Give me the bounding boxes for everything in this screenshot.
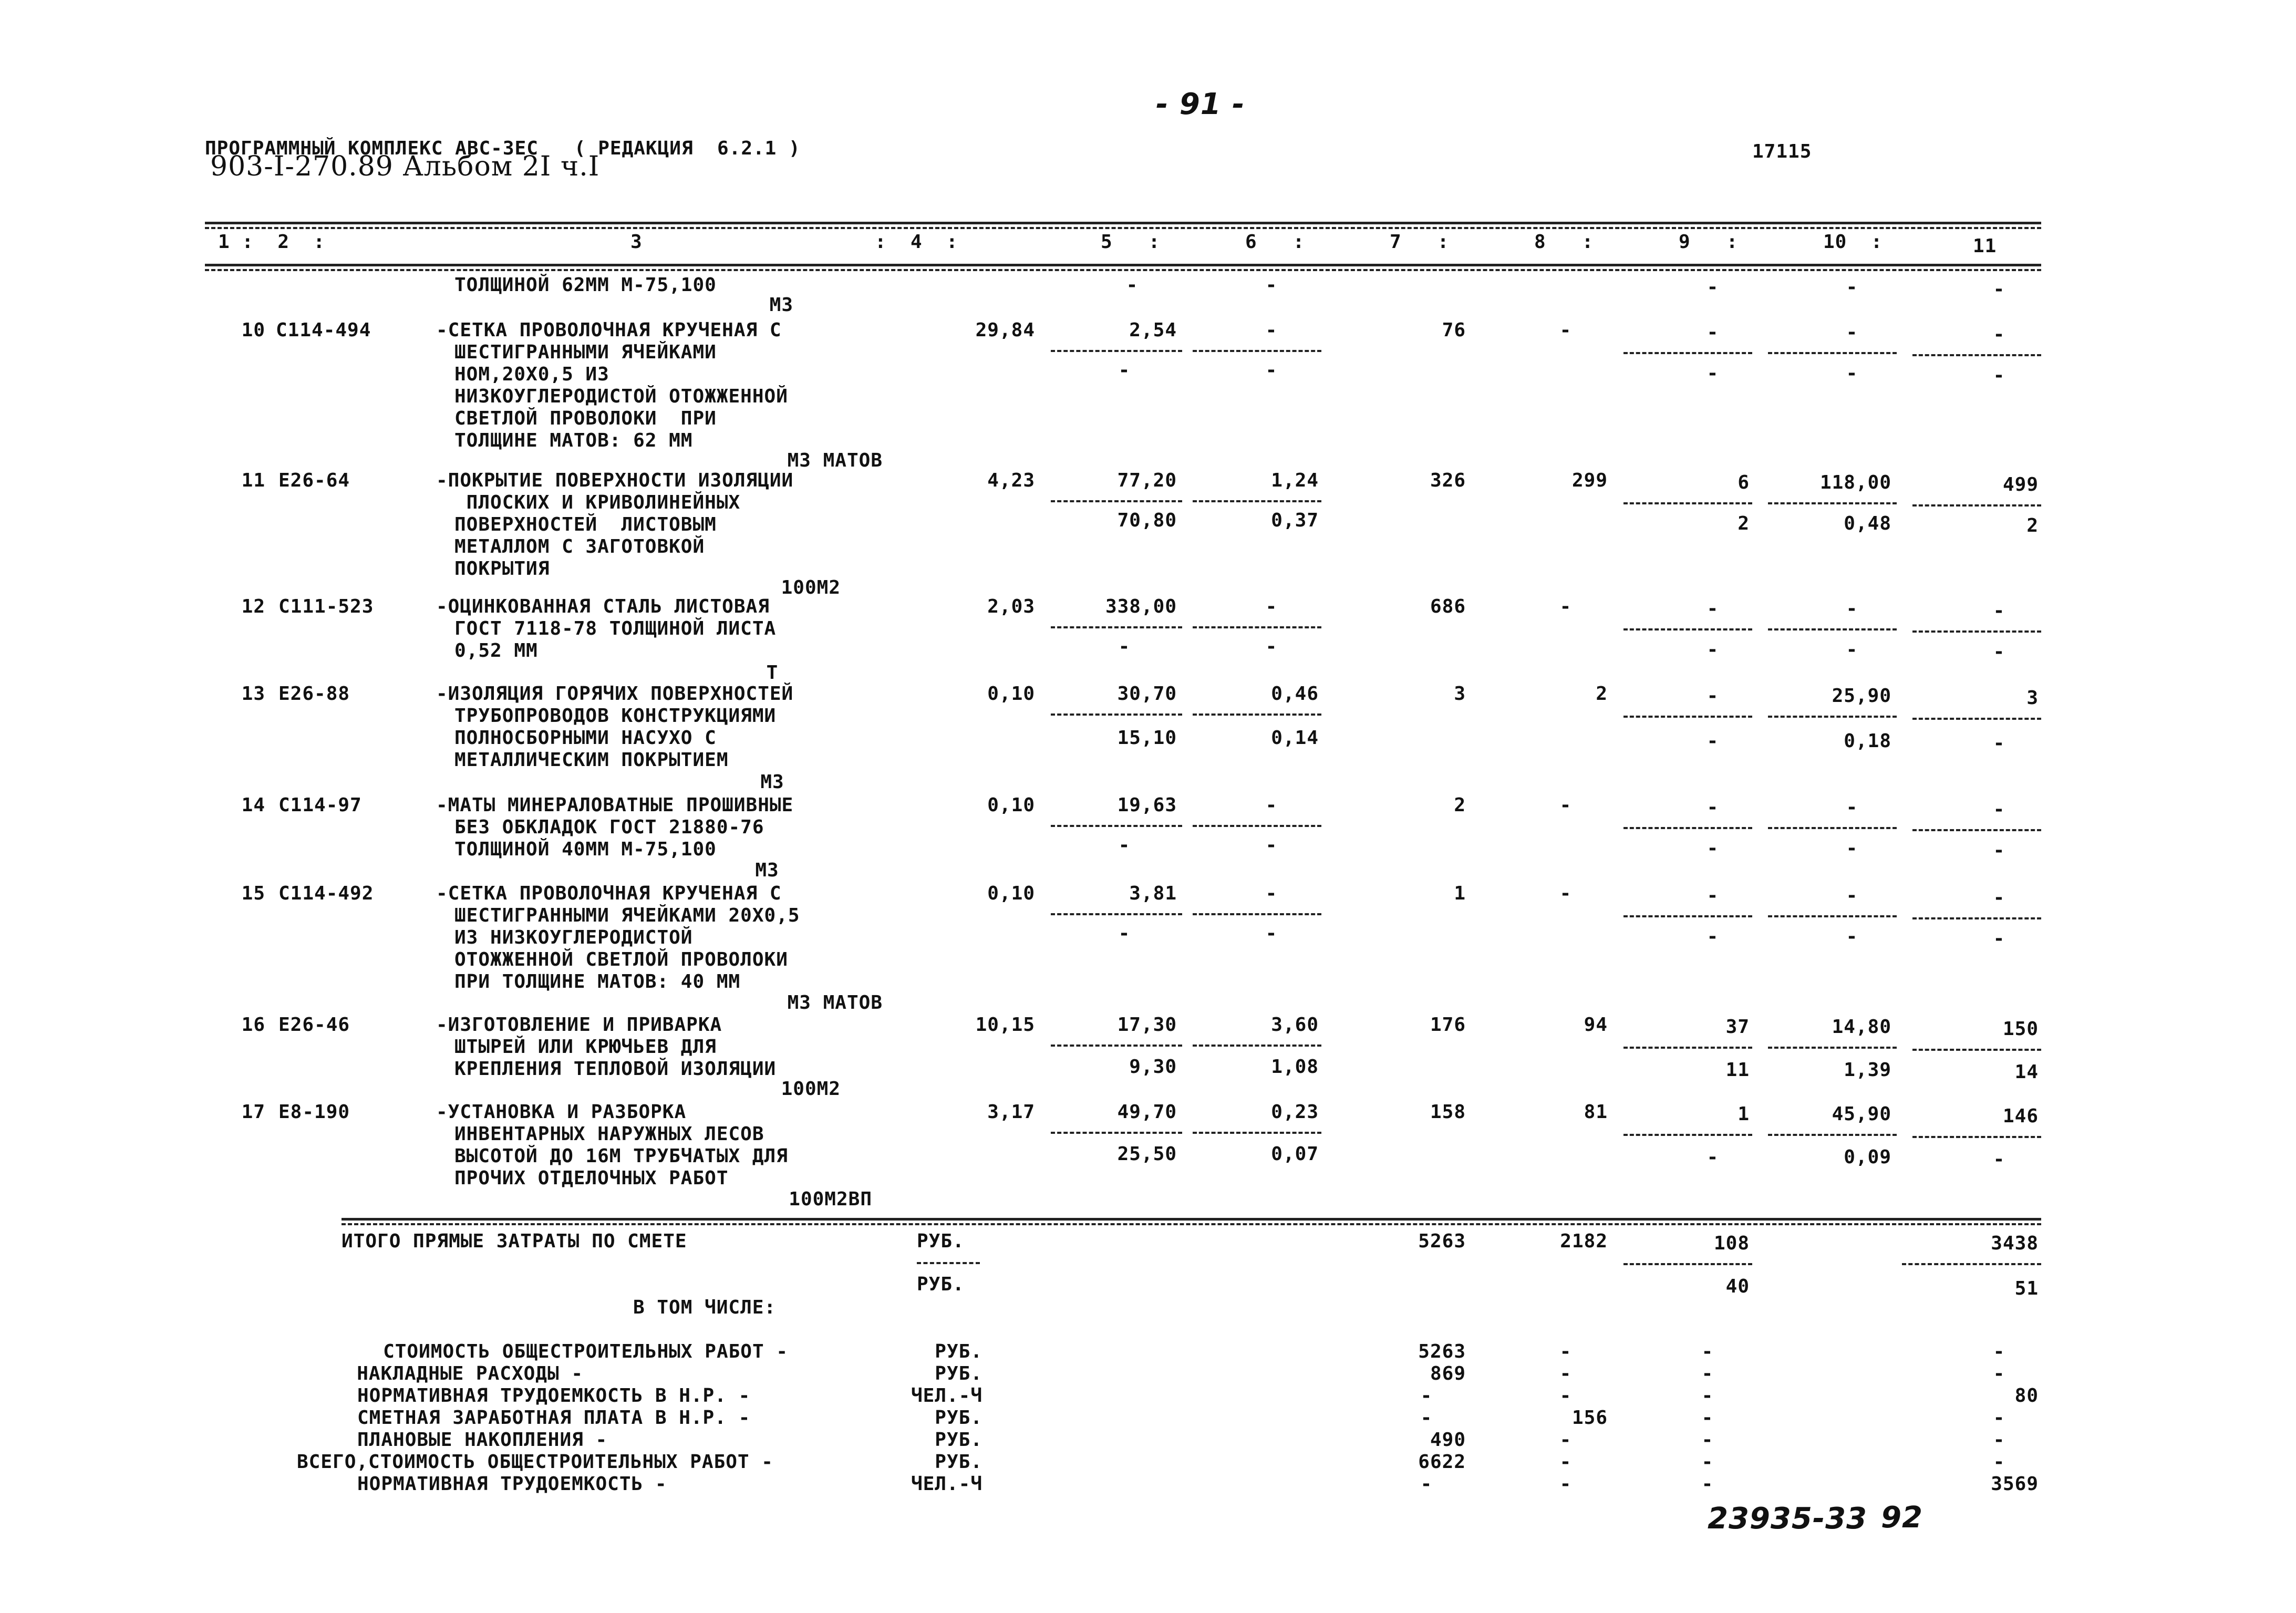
row-1-col10-rule xyxy=(1768,352,1897,354)
row-3-col9-rule xyxy=(1623,628,1752,630)
row-5-col11a: - xyxy=(1993,799,2005,820)
row-7-col11b: 14 xyxy=(2014,1061,2039,1083)
row-2-col9a: 6 xyxy=(1737,472,1750,493)
row-5-col10a: - xyxy=(1846,797,1858,818)
row-1-col9a: - xyxy=(1707,322,1719,343)
row-0-col9: - xyxy=(1707,276,1719,298)
row-1-desc-2: НОМ,20Х0,5 ИЗ xyxy=(454,364,609,385)
col-header-10: 10 : xyxy=(1823,231,1883,253)
row-3-col6b: - xyxy=(1265,636,1278,657)
row-6-col11b: - xyxy=(1993,928,2005,949)
row-8-col9-rule xyxy=(1623,1134,1752,1136)
summary-0-col8: - xyxy=(1559,1341,1572,1362)
row-7-desc-2: КРЕПЛЕНИЯ ТЕПЛОВОЙ ИЗОЛЯЦИИ xyxy=(454,1058,777,1080)
row-3-col6a: - xyxy=(1265,596,1278,617)
row-4-desc-1: ТРУБОПРОВОДОВ КОНСТРУКЦИЯМИ xyxy=(454,705,777,727)
row-1-col6a: - xyxy=(1265,319,1278,341)
row-6-col10a: - xyxy=(1846,885,1858,906)
row-7-col5b: 9,30 xyxy=(1129,1056,1177,1078)
row-3-desc-2: 0,52 ММ xyxy=(454,640,538,661)
row-5-desc-0: -МАТЫ МИНЕРАЛОВАТНЫЕ ПРОШИВНЫЕ xyxy=(436,794,794,816)
summary-5-label: ВСЕГО,СТОИМОСТЬ ОБЩЕСТРОИТЕЛЬНЫХ РАБОТ - xyxy=(297,1451,773,1473)
col-header-3: 3 xyxy=(630,231,643,253)
col-header-6: 6 : xyxy=(1245,231,1305,253)
row-6-col11-rule xyxy=(1912,917,2041,919)
row-8-col6-rule xyxy=(1193,1132,1321,1134)
row-8-col8: 81 xyxy=(1584,1101,1608,1123)
row-7-col9b: 11 xyxy=(1725,1059,1750,1081)
row-4-col9a: - xyxy=(1707,685,1719,707)
row-5-number: 14 xyxy=(241,794,265,816)
summary-4-col7: 490 xyxy=(1430,1429,1466,1451)
row-2-number: 11 xyxy=(241,470,265,491)
summary-6-col11: 3569 xyxy=(1991,1473,2039,1495)
row-1-col5a: 2,54 xyxy=(1129,319,1177,341)
col-header-9: 9 : xyxy=(1679,231,1739,253)
totals-col9a: 108 xyxy=(1713,1233,1750,1254)
row-6-col5a: 3,81 xyxy=(1129,883,1177,904)
summary-6-col9: - xyxy=(1701,1473,1714,1495)
summary-0-label: СТОИМОСТЬ ОБЩЕСТРОИТЕЛЬНЫХ РАБОТ - xyxy=(383,1341,788,1362)
row-1-col6b: - xyxy=(1265,359,1278,381)
row-4-col10b: 0,18 xyxy=(1844,730,1891,752)
header-top-rule xyxy=(205,222,2041,224)
row-7-col5-rule xyxy=(1051,1045,1182,1047)
summary-2-col9: - xyxy=(1701,1385,1714,1407)
row-5-desc-2: ТОЛЩИНОЙ 40ММ М-75,100 xyxy=(454,839,717,860)
row-1-unit: М3 МАТОВ xyxy=(787,450,883,471)
row-6-desc-3: ОТОЖЖЕННОЙ СВЕТЛОЙ ПРОВОЛОКИ xyxy=(454,949,788,970)
row-6-col9a: - xyxy=(1707,885,1719,906)
row-2-desc-3: МЕТАЛЛОМ С ЗАГОТОВКОЙ xyxy=(454,536,705,557)
totals-col11b: 51 xyxy=(2014,1278,2039,1299)
row-8-col10b: 0,09 xyxy=(1844,1146,1891,1168)
row-6-col6a: - xyxy=(1265,883,1278,904)
row-8-col5-rule xyxy=(1051,1132,1182,1134)
row-1-col9-rule xyxy=(1623,352,1752,354)
row-7-desc-0: -ИЗГОТОВЛЕНИЕ И ПРИВАРКА xyxy=(436,1014,722,1036)
row-7-col6b: 1,08 xyxy=(1271,1056,1319,1078)
row-8-desc-0: -УСТАНОВКА И РАЗБОРКА xyxy=(436,1101,687,1123)
row-3-col9a: - xyxy=(1707,598,1719,619)
row-0-desc-0: ТОЛЩИНОЙ 62ММ М-75,100 xyxy=(454,274,717,296)
summary-3-col8: 156 xyxy=(1571,1407,1608,1429)
summary-2-unit: ЧЕЛ.-Ч xyxy=(911,1385,982,1407)
summary-2-col11: 80 xyxy=(2014,1385,2039,1407)
row-5-code: С114-97 xyxy=(278,794,362,816)
row-7-col7: 176 xyxy=(1430,1014,1466,1036)
row-6-code: С114-492 xyxy=(278,883,374,904)
row-7-col8: 94 xyxy=(1584,1014,1608,1036)
summary-0-col7: 5263 xyxy=(1418,1341,1466,1362)
row-8-col5a: 49,70 xyxy=(1117,1101,1177,1123)
row-5-desc-1: БЕЗ ОБКЛАДОК ГОСТ 21880-76 xyxy=(454,816,764,838)
totals-unit-rule xyxy=(917,1262,980,1264)
row-3-col5-rule xyxy=(1051,626,1182,628)
row-1-desc-5: ТОЛЩИНЕ МАТОВ: 62 ММ xyxy=(454,430,693,451)
row-7-col9-rule xyxy=(1623,1047,1752,1049)
row-8-col11a: 146 xyxy=(2002,1105,2039,1127)
summary-3-col11: - xyxy=(1993,1407,2005,1429)
row-2-col11-rule xyxy=(1912,504,2041,506)
header-top-rule-2 xyxy=(205,227,2041,229)
row-2-desc-2: ПОВЕРХНОСТЕЙ ЛИСТОВЫМ xyxy=(454,514,717,535)
row-7-col10a: 14,80 xyxy=(1832,1016,1891,1038)
row-2-col4: 4,23 xyxy=(987,470,1035,491)
row-3-col6-rule xyxy=(1193,626,1321,628)
summary-5-col8: - xyxy=(1559,1451,1572,1473)
row-1-col11-rule xyxy=(1912,354,2041,356)
row-6-col11a: - xyxy=(1993,887,2005,908)
row-5-col7: 2 xyxy=(1454,794,1466,816)
row-5-col5-rule xyxy=(1051,825,1182,827)
row-0-unit: М3 xyxy=(769,294,793,316)
row-4-code: Е26-88 xyxy=(278,683,350,705)
summary-0-unit: РУБ. xyxy=(935,1341,982,1362)
row-4-desc-3: МЕТАЛЛИЧЕСКИМ ПОКРЫТИЕМ xyxy=(454,749,729,771)
summary-4-col8: - xyxy=(1559,1429,1572,1451)
summary-2-col8: - xyxy=(1559,1385,1572,1407)
summary-6-col8: - xyxy=(1559,1473,1572,1495)
row-8-col7: 158 xyxy=(1430,1101,1466,1123)
row-1-col11b: - xyxy=(1993,365,2005,386)
summary-4-label: ПЛАНОВЫЕ НАКОПЛЕНИЯ - xyxy=(357,1429,608,1451)
summary-6-unit: ЧЕЛ.-Ч xyxy=(911,1473,982,1495)
row-4-col7: 3 xyxy=(1454,683,1466,705)
row-7-unit: 100М2 xyxy=(781,1078,841,1100)
row-3-col10b: - xyxy=(1846,639,1858,660)
row-5-col11b: - xyxy=(1993,840,2005,861)
row-6-desc-0: -СЕТКА ПРОВОЛОЧНАЯ КРУЧЕНАЯ С xyxy=(436,883,782,904)
summary-2-label: НОРМАТИВНАЯ ТРУДОЕМКОСТЬ В Н.Р. - xyxy=(357,1385,751,1407)
row-4-desc-2: ПОЛНОСБОРНЫМИ НАСУХО С xyxy=(454,727,717,749)
row-3-col11a: - xyxy=(1993,600,2005,622)
album-reference: 903-I-270.89 Альбом 2I ч.I xyxy=(210,151,600,182)
row-5-col5a: 19,63 xyxy=(1117,794,1177,816)
row-8-col11b: - xyxy=(1993,1149,2005,1170)
summary-1-col8: - xyxy=(1559,1363,1572,1384)
row-8-desc-1: ИНВЕНТАРНЫХ НАРУЖНЫХ ЛЕСОВ xyxy=(454,1123,764,1145)
row-3-col9b: - xyxy=(1707,639,1719,660)
row-8-col6a: 0,23 xyxy=(1271,1101,1319,1123)
row-5-col4: 0,10 xyxy=(987,794,1035,816)
row-5-col10b: - xyxy=(1846,837,1858,859)
row-6-desc-2: ИЗ НИЗКОУГЛЕРОДИСТОЙ xyxy=(454,927,693,948)
row-5-col6-rule xyxy=(1193,825,1321,827)
row-8-col10-rule xyxy=(1768,1134,1897,1136)
row-5-col9-rule xyxy=(1623,827,1752,829)
row-6-col6b: - xyxy=(1265,923,1278,944)
row-1-col10b: - xyxy=(1846,363,1858,384)
row-1-desc-4: СВЕТЛОЙ ПРОВОЛОКИ ПРИ xyxy=(454,408,717,429)
row-8-col4: 3,17 xyxy=(987,1101,1035,1123)
row-2-col6-rule xyxy=(1193,500,1321,502)
row-6-col10b: - xyxy=(1846,926,1858,947)
row-3-col11-rule xyxy=(1912,630,2041,633)
totals-col11-rule xyxy=(1902,1263,2041,1265)
totals-col8: 2182 xyxy=(1560,1231,1608,1252)
row-6-col10-rule xyxy=(1768,915,1897,917)
totals-including-label: В ТОМ ЧИСЛЕ: xyxy=(633,1297,777,1318)
summary-0-col11: - xyxy=(1993,1341,2005,1362)
row-1-col7: 76 xyxy=(1442,319,1466,341)
totals-col11a: 3438 xyxy=(1991,1233,2039,1254)
row-4-col9-rule xyxy=(1623,716,1752,718)
row-3-code: С111-523 xyxy=(278,596,374,617)
row-3-number: 12 xyxy=(241,596,265,617)
row-2-col10-rule xyxy=(1768,502,1897,504)
row-4-col5a: 30,70 xyxy=(1117,683,1177,705)
row-3-col11b: - xyxy=(1993,641,2005,663)
row-7-col5a: 17,30 xyxy=(1117,1014,1177,1036)
row-4-col4: 0,10 xyxy=(987,683,1035,705)
summary-0-col9: - xyxy=(1701,1341,1714,1362)
totals-col9-rule xyxy=(1623,1263,1752,1265)
row-6-desc-1: ШЕСТИГРАННЫМИ ЯЧЕЙКАМИ 20Х0,5 xyxy=(454,905,800,926)
col-header-1-2: 1 : 2 : xyxy=(218,231,326,253)
row-2-col5b: 70,80 xyxy=(1117,510,1177,531)
col-header-4: : 4 : xyxy=(875,231,958,253)
row-1-col9b: - xyxy=(1707,363,1719,384)
row-6-col9b: - xyxy=(1707,926,1719,947)
summary-1-col11: - xyxy=(1993,1363,2005,1384)
row-0-col11: - xyxy=(1993,278,2005,300)
summary-3-col9: - xyxy=(1701,1407,1714,1429)
row-1-number: 10 xyxy=(241,319,265,341)
row-6-col5b: - xyxy=(1118,923,1131,944)
row-6-col9-rule xyxy=(1623,915,1752,917)
summary-4-col9: - xyxy=(1701,1429,1714,1451)
summary-5-col11: - xyxy=(1993,1451,2005,1473)
row-4-col6a: 0,46 xyxy=(1271,683,1319,705)
row-1-desc-3: НИЗКОУГЛЕРОДИСТОЙ ОТОЖЖЕННОЙ xyxy=(454,386,788,407)
program-header: ПРОГРАММНЫЙ КОМПЛЕКС АВС-ЗЕС ( РЕДАКЦИЯ 6.2.1 ) xyxy=(205,138,801,159)
summary-1-label: НАКЛАДНЫЕ РАСХОДЫ - xyxy=(357,1363,583,1384)
row-5-col9a: - xyxy=(1707,797,1719,818)
summary-1-col9: - xyxy=(1701,1363,1714,1384)
totals-unit-1: РУБ. xyxy=(917,1231,965,1252)
row-3-col4: 2,03 xyxy=(987,596,1035,617)
row-2-unit: 100М2 xyxy=(781,577,841,598)
row-7-col6a: 3,60 xyxy=(1271,1014,1319,1036)
row-1-desc-0: -СЕТКА ПРОВОЛОЧНАЯ КРУЧЕНАЯ С xyxy=(436,319,782,341)
summary-5-col9: - xyxy=(1701,1451,1714,1473)
row-3-col5b: - xyxy=(1118,636,1131,657)
row-8-desc-3: ПРОЧИХ ОТДЕЛОЧНЫХ РАБОТ xyxy=(454,1167,729,1189)
row-7-code: Е26-46 xyxy=(278,1014,350,1036)
row-5-col6b: - xyxy=(1265,834,1278,856)
row-4-col6b: 0,14 xyxy=(1271,727,1319,749)
row-8-col5b: 25,50 xyxy=(1117,1143,1177,1165)
row-6-col7: 1 xyxy=(1454,883,1466,904)
col-header-8: 8 : xyxy=(1534,231,1594,253)
row-7-col9a: 37 xyxy=(1725,1016,1750,1038)
row-6-number: 15 xyxy=(241,883,265,904)
row-5-col11-rule xyxy=(1912,829,2041,831)
row-4-col9b: - xyxy=(1707,730,1719,752)
summary-3-unit: РУБ. xyxy=(935,1407,982,1429)
row-1-col6-rule xyxy=(1193,350,1321,352)
row-4-desc-0: -ИЗОЛЯЦИЯ ГОРЯЧИХ ПОВЕРХНОСТЕЙ xyxy=(436,683,794,705)
totals-top-rule-2 xyxy=(342,1223,2041,1225)
row-5-col9b: - xyxy=(1707,837,1719,859)
row-7-col6-rule xyxy=(1193,1045,1321,1047)
row-2-desc-1: ПЛОСКИХ И КРИВОЛИНЕЙНЫХ xyxy=(454,492,741,513)
row-8-col9a: 1 xyxy=(1737,1103,1750,1125)
summary-5-col7: 6622 xyxy=(1418,1451,1466,1473)
row-4-col10-rule xyxy=(1768,716,1897,718)
row-7-col10-rule xyxy=(1768,1047,1897,1049)
row-8-desc-2: ВЫСОТОЙ ДО 16М ТРУБЧАТЫХ ДЛЯ xyxy=(454,1145,788,1167)
summary-1-col7: 869 xyxy=(1430,1363,1466,1384)
row-1-col5-rule xyxy=(1051,350,1182,352)
row-4-col11b: - xyxy=(1993,732,2005,754)
col-header-5: 5 : xyxy=(1101,231,1161,253)
row-5-col10-rule xyxy=(1768,827,1897,829)
row-8-number: 17 xyxy=(241,1101,265,1123)
summary-4-col11: - xyxy=(1993,1429,2005,1451)
row-4-col11-rule xyxy=(1912,718,2041,720)
row-1-col4: 29,84 xyxy=(975,319,1035,341)
row-7-number: 16 xyxy=(241,1014,265,1036)
row-0-col5: - xyxy=(1126,274,1139,296)
footer-document-number: 23935-33 xyxy=(1708,1502,1867,1536)
summary-6-col7: - xyxy=(1420,1473,1433,1495)
row-5-col6a: - xyxy=(1265,794,1278,816)
row-8-unit: 100М2ВП xyxy=(789,1188,872,1210)
row-3-col10-rule xyxy=(1768,628,1897,630)
header-bottom-rule-2 xyxy=(205,269,2041,271)
col-header-7: 7 : xyxy=(1390,231,1450,253)
row-2-col6a: 1,24 xyxy=(1271,470,1319,491)
summary-5-unit: РУБ. xyxy=(935,1451,982,1473)
row-2-code: Е26-64 xyxy=(278,470,350,491)
page-number: - 91 - xyxy=(1156,87,1245,121)
row-2-col9b: 2 xyxy=(1737,513,1750,534)
summary-2-col7: - xyxy=(1420,1385,1433,1407)
row-7-col11a: 150 xyxy=(2002,1018,2039,1040)
row-3-col5a: 338,00 xyxy=(1105,596,1177,617)
row-3-desc-0: -ОЦИНКОВАННАЯ СТАЛЬ ЛИСТОВАЯ xyxy=(436,596,770,617)
footer-sheet-number: 92 xyxy=(1881,1501,1923,1535)
row-6-unit: М3 МАТОВ xyxy=(787,992,883,1014)
row-1-col11a: - xyxy=(1993,324,2005,345)
row-6-col5-rule xyxy=(1051,913,1182,915)
row-8-col11-rule xyxy=(1912,1136,2041,1138)
row-2-col7: 326 xyxy=(1430,470,1466,491)
row-2-desc-4: ПОКРЫТИЯ xyxy=(454,558,550,580)
summary-3-col7: - xyxy=(1420,1407,1433,1429)
row-0-col10: - xyxy=(1846,276,1858,298)
row-8-col10a: 45,90 xyxy=(1832,1103,1891,1125)
row-6-desc-4: ПРИ ТОЛЩИНЕ МАТОВ: 40 ММ xyxy=(454,971,741,992)
row-3-col7: 686 xyxy=(1430,596,1466,617)
row-4-unit: М3 xyxy=(760,771,784,793)
totals-top-rule xyxy=(342,1218,2041,1221)
row-5-col5b: - xyxy=(1118,834,1131,856)
row-3-unit: Т xyxy=(766,662,779,684)
row-2-col5a: 77,20 xyxy=(1117,470,1177,491)
totals-col9b: 40 xyxy=(1725,1276,1750,1297)
row-4-col10a: 25,90 xyxy=(1832,685,1891,707)
row-7-col4: 10,15 xyxy=(975,1014,1035,1036)
col-header-11: 11 xyxy=(1973,235,1997,257)
row-7-col10b: 1,39 xyxy=(1844,1059,1891,1081)
row-1-col5b: - xyxy=(1118,359,1131,381)
row-8-col9b: - xyxy=(1707,1146,1719,1168)
row-1-code: С114-494 xyxy=(276,319,371,341)
document-code: 17115 xyxy=(1752,141,1812,162)
row-4-col6-rule xyxy=(1193,714,1321,716)
row-6-col6-rule xyxy=(1193,913,1321,915)
summary-6-label: НОРМАТИВНАЯ ТРУДОЕМКОСТЬ - xyxy=(357,1473,667,1495)
row-7-desc-1: ШТЫРЕЙ ИЛИ КРЮЧЬЕВ ДЛЯ xyxy=(454,1036,717,1058)
summary-4-unit: РУБ. xyxy=(935,1429,982,1451)
totals-label: ИТОГО ПРЯМЫЕ ЗАТРАТЫ ПО СМЕТЕ xyxy=(342,1231,687,1252)
summary-3-label: СМЕТНАЯ ЗАРАБОТНАЯ ПЛАТА В Н.Р. - xyxy=(357,1407,751,1429)
row-1-desc-1: ШЕСТИГРАННЫМИ ЯЧЕЙКАМИ xyxy=(454,342,717,363)
row-8-col6b: 0,07 xyxy=(1271,1143,1319,1165)
summary-1-unit: РУБ. xyxy=(935,1363,982,1384)
row-2-col8: 299 xyxy=(1571,470,1608,491)
totals-col7: 5263 xyxy=(1418,1231,1466,1252)
row-4-col5-rule xyxy=(1051,714,1182,716)
row-8-code: Е8-190 xyxy=(278,1101,350,1123)
row-0-col6: - xyxy=(1265,274,1278,296)
row-5-unit: М3 xyxy=(755,860,779,881)
row-6-col8: - xyxy=(1559,883,1572,904)
totals-unit-2: РУБ. xyxy=(917,1274,965,1295)
row-6-col4: 0,10 xyxy=(987,883,1035,904)
row-2-col11b: 2 xyxy=(2026,515,2039,536)
row-2-col5-rule xyxy=(1051,500,1182,502)
row-2-col6b: 0,37 xyxy=(1271,510,1319,531)
row-2-col10a: 118,00 xyxy=(1819,472,1891,493)
row-3-col8: - xyxy=(1559,596,1572,617)
row-5-col8: - xyxy=(1559,794,1572,816)
row-2-col9-rule xyxy=(1623,502,1752,504)
row-4-col11a: 3 xyxy=(2026,687,2039,709)
row-1-col10a: - xyxy=(1846,322,1858,343)
row-2-col10b: 0,48 xyxy=(1844,513,1891,534)
row-2-desc-0: -ПОКРЫТИЕ ПОВЕРХНОСТИ ИЗОЛЯЦИИ xyxy=(436,470,794,491)
header-bottom-rule xyxy=(205,264,2041,266)
row-7-col11-rule xyxy=(1912,1049,2041,1051)
row-1-col8: - xyxy=(1559,319,1572,341)
row-4-col8: 2 xyxy=(1596,683,1608,705)
row-3-col10a: - xyxy=(1846,598,1858,619)
row-3-desc-1: ГОСТ 7118-78 ТОЛЩИНОЙ ЛИСТА xyxy=(454,618,777,639)
row-4-col5b: 15,10 xyxy=(1117,727,1177,749)
row-4-number: 13 xyxy=(241,683,265,705)
row-2-col11a: 499 xyxy=(2002,474,2039,495)
